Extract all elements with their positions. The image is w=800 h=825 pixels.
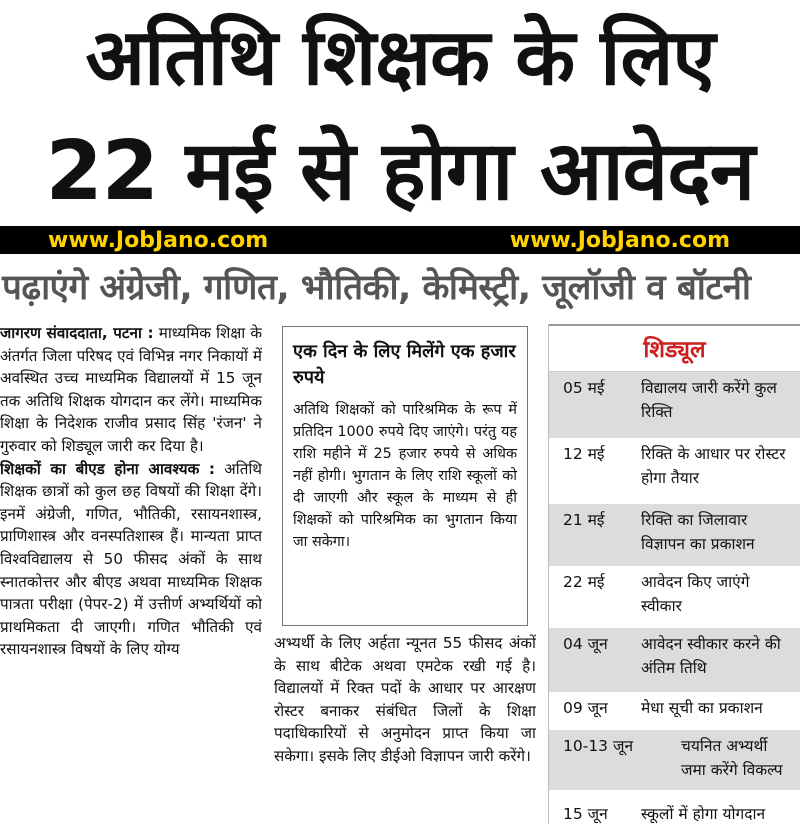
- schedule-date: 15 जून: [563, 805, 608, 823]
- honorarium-box: [282, 326, 528, 626]
- schedule-row: [549, 438, 800, 504]
- schedule-event: विद्यालय जारी करेंगे कुल रिक्ति: [641, 379, 777, 421]
- schedule-row: [549, 730, 800, 790]
- schedule-date: 09 जून: [563, 699, 608, 717]
- banner-url-right[interactable]: www.JobJano.com: [509, 227, 730, 253]
- schedule-date: 21 मई: [563, 511, 605, 529]
- watermark-banner: [0, 226, 800, 254]
- schedule-date: 04 जून: [563, 635, 608, 653]
- schedule-date: 10-13 जून: [563, 737, 634, 755]
- schedule-event: मेधा सूची का प्रकाशन: [641, 699, 763, 717]
- schedule-event: स्कूलों में होगा योगदान: [641, 805, 766, 823]
- left-para-1: [0, 322, 262, 458]
- schedule-row: [549, 372, 800, 438]
- box-body: अतिथि शिक्षकों को पारिश्रमिक के रूप में प्रतिदिन 1000 रुपये दिए जाएंगे। परंतु यह राशि महीने में 25 हजार रुपये से अधिक नहीं होगी। भुगतान के लिए राशि स्कूलों को दी जाएगी और स्कूल के माध्यम से ही शिक्षकों को पारिश्रमिक का भुगतान किया जा सकेगा।: [293, 402, 517, 550]
- headline-line-2: 22 मई से होगा आवेदन: [45, 124, 755, 219]
- banner-url-left[interactable]: www.JobJano.com: [48, 227, 269, 253]
- schedule-title: शिड्यूल: [549, 324, 800, 372]
- left-para-1-text: माध्यमिक शिक्षा के अंतर्गत जिला परिषद एवं विभिन्न नगर निकायों में अवस्थित उच्च माध्यमिक विद्यालयों में 15 जून तक अतिथि शिक्षक योगदान कर लेंगे। माध्यमिक शिक्षा के निदेशक राजीव प्रसाद सिंह 'रंजन' ने गुरुवार को शिड्यूल जारी कर दिया है।: [0, 324, 262, 455]
- schedule-event: आवेदन स्वीकार करने की अंतिम तिथि: [641, 635, 781, 677]
- schedule-row: [549, 628, 800, 692]
- schedule-date: 22 मई: [563, 573, 605, 591]
- schedule-row: [549, 566, 800, 628]
- schedule-row: [549, 504, 800, 566]
- schedule-event: चयनित अभ्यर्थी जमा करेंगे विकल्प: [681, 737, 783, 779]
- subhead-bed-required: शिक्षकों का बीएड होना आवश्यक :: [0, 459, 215, 478]
- schedule-panel: [548, 324, 800, 824]
- schedule-event: आवेदन किए जाएंगे स्वीकार: [641, 573, 750, 615]
- dateline: जागरण संवाददाता, पटना :: [0, 324, 154, 342]
- schedule-event: रिक्ति के आधार पर रोस्टर होगा तैयार: [641, 445, 786, 487]
- middle-column-text: [274, 632, 536, 822]
- box-title: एक दिन के लिए मिलेंगे एक हजार रुपये: [293, 341, 516, 388]
- middle-para: अभ्यर्थी के लिए अर्हता न्यूनत 55 फीसद अंकों के साथ बीटेक अथवा एमटेक रखी गई है। विद्यालयों में रिक्त पदों के आधार पर आरक्षण रोस्टर बनाकर संबंधित जिलों के शिक्षा पदाधिकारियों से अनुमोदन प्राप्त किया जा सकेगा। इसके लिए डीईओ विज्ञापन जारी करेंगे।: [274, 634, 536, 765]
- left-column: [0, 322, 262, 822]
- schedule-row: [549, 790, 800, 825]
- schedule-row: [549, 692, 800, 730]
- schedule-date: 12 मई: [563, 445, 605, 463]
- headline-line-1: अतिथि शिक्षक के लिए: [85, 13, 715, 103]
- subheadline: पढ़ाएंगे अंग्रेजी, गणित, भौतिकी, केमिस्ट्री, जूलॉजी व बॉटनी: [2, 268, 751, 308]
- left-para-2-text: अतिथि शिक्षक छात्रों को कुल छह विषयों की शिक्षा देंगे। इनमें अंग्रेजी, गणित, भौतिकी, रसायनशास्त्र, प्राणिशास्त्र और वनस्पतिशास्त्र हैं। मान्यता प्राप्त विश्वविद्यालय से 50 फीसद अंकों के साथ स्नातकोत्तर और बीएड अथवा माध्यमिक शिक्षक पात्रता परीक्षा (पेपर-2) में उत्तीर्ण अभ्यर्थियों को प्राथमिकता दी जाएगी। गणित भौतिकी एवं रसायनशास्त्र विषयों के लिए योग्य: [0, 459, 262, 659]
- schedule-date: 05 मई: [563, 379, 605, 397]
- schedule-event: रिक्ति का जिलावार विज्ञापन का प्रकाशन: [641, 511, 755, 553]
- left-para-2: [0, 458, 262, 661]
